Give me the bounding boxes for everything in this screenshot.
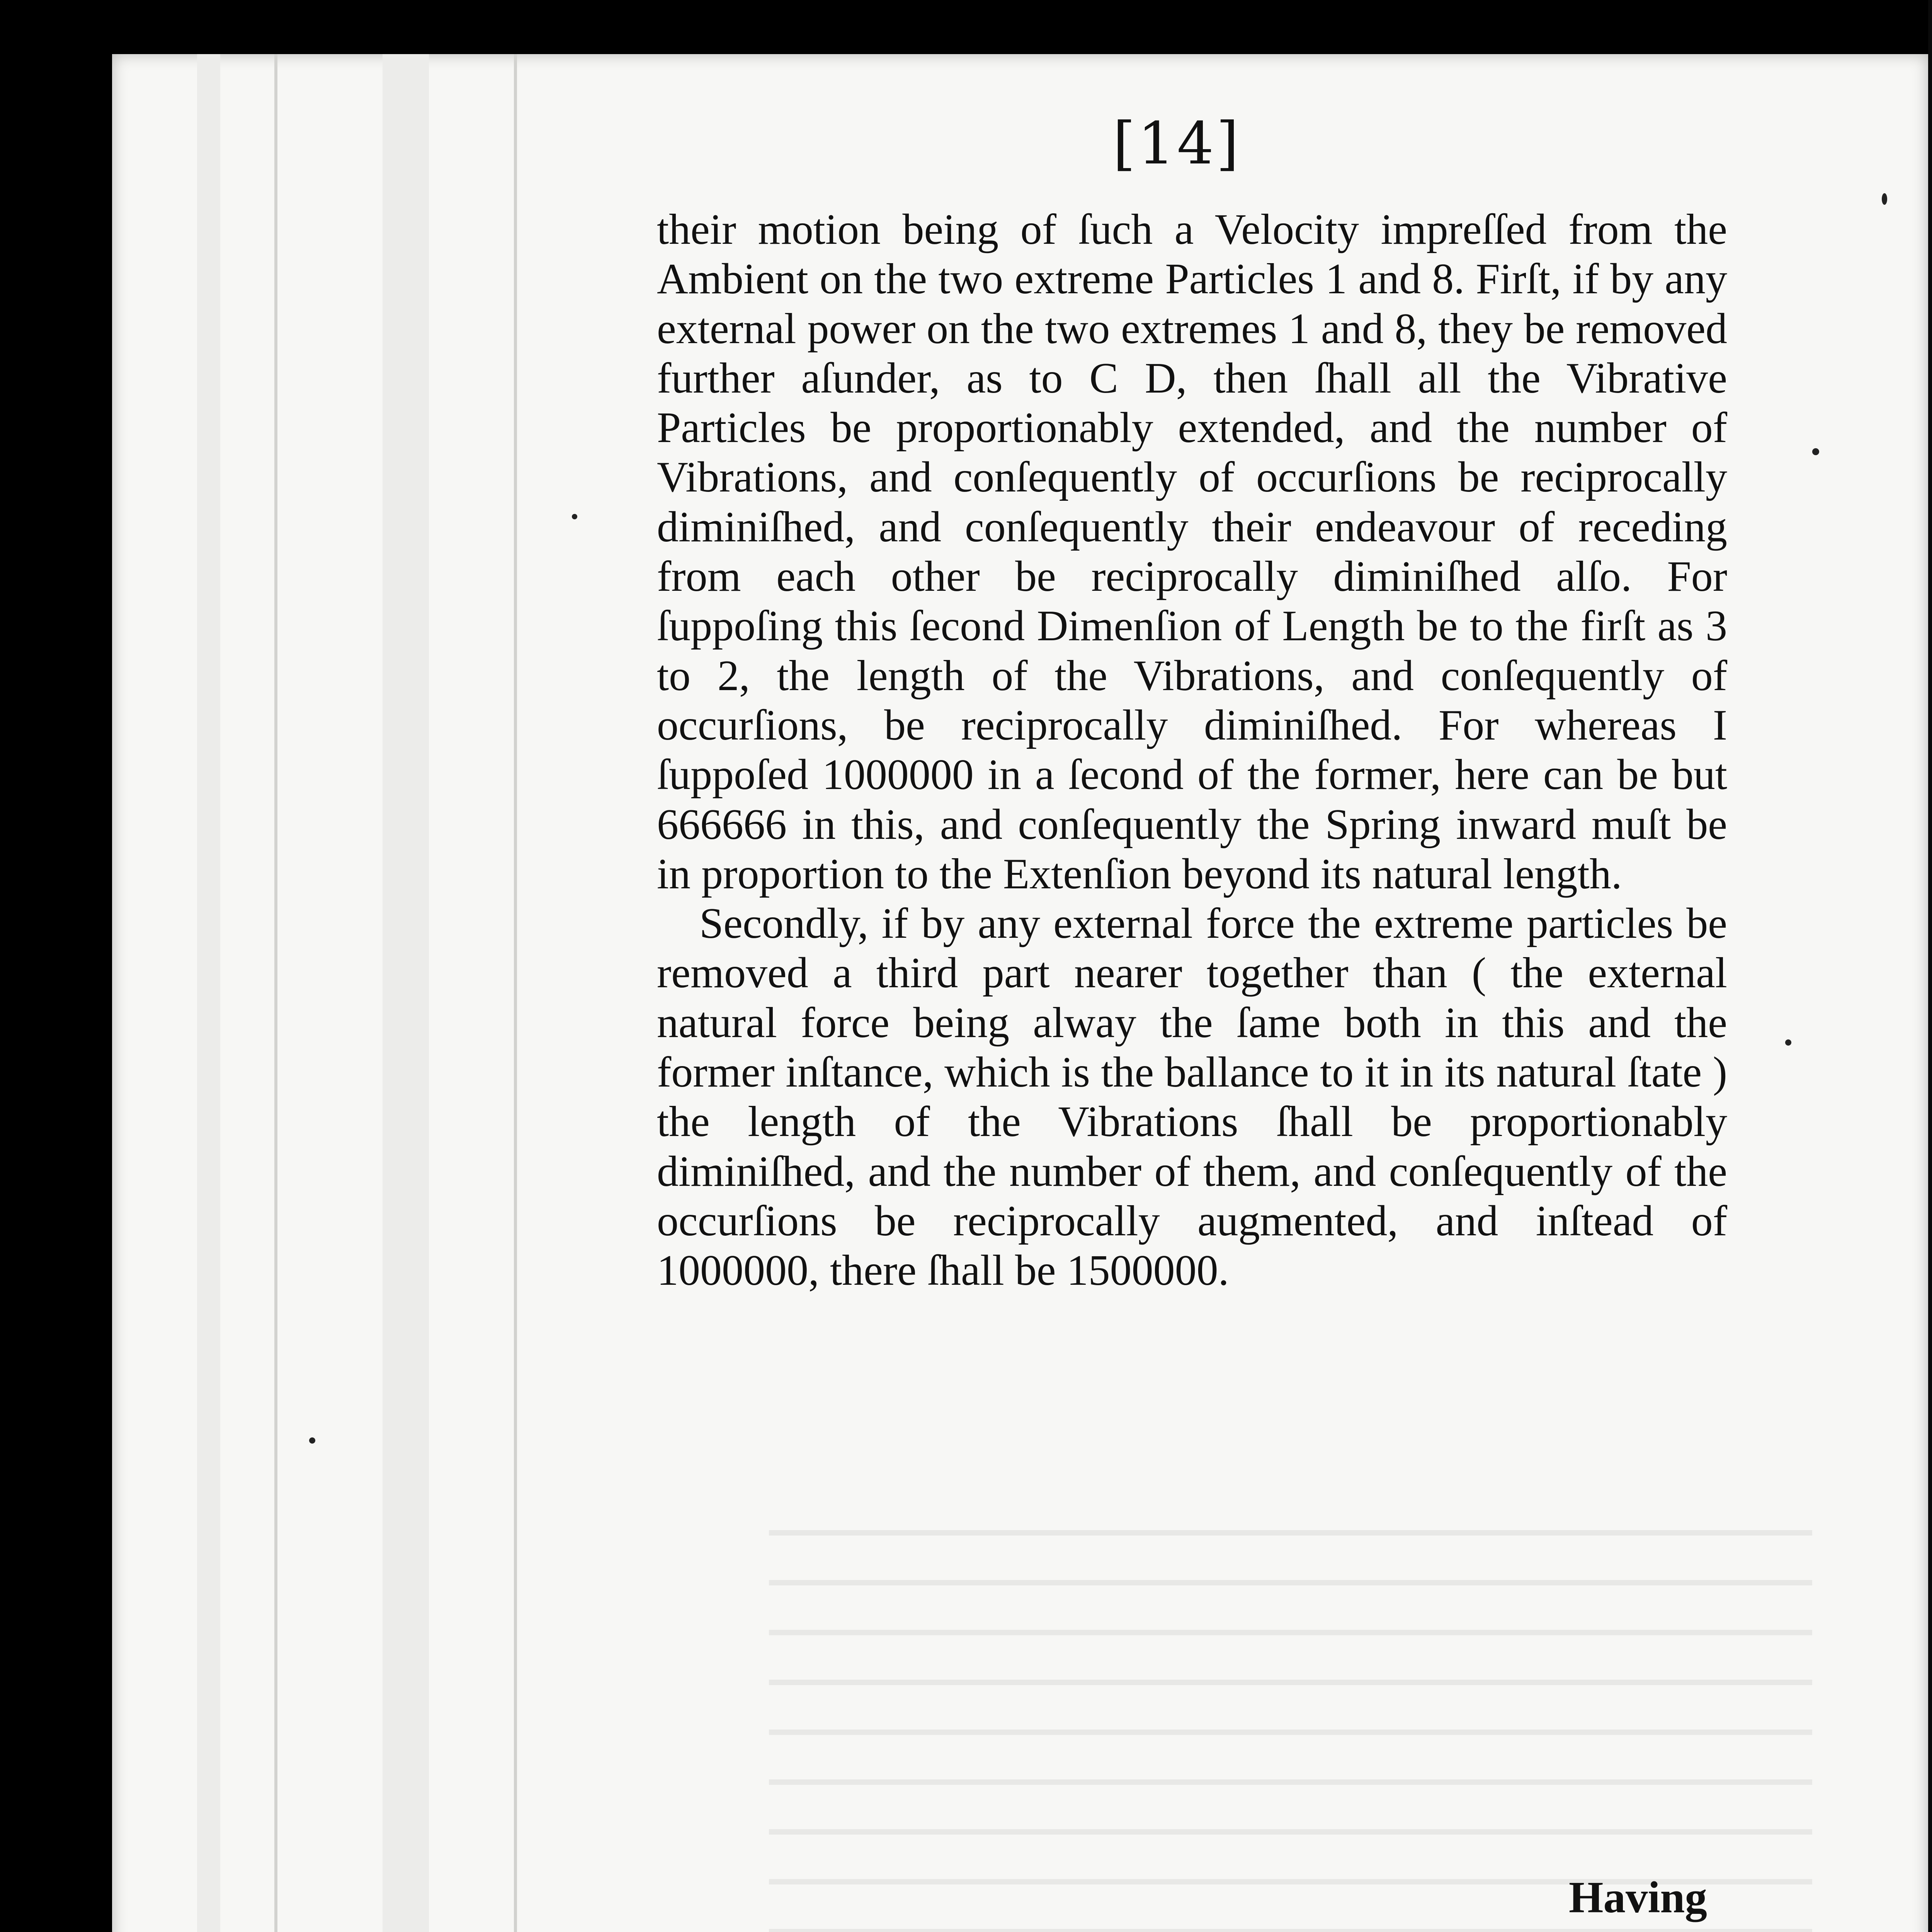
scan-speck [309,1437,315,1444]
gutter-shade [383,54,429,1932]
gutter-shade [197,54,220,1932]
gutter-line [274,54,277,1932]
catchword: Having [1569,1873,1707,1922]
gutter-line [514,54,517,1932]
scan-speck [1812,448,1819,455]
scan-speck [1785,1039,1791,1046]
paragraph: their motion being of ſuch a Velocity impreſſed from the Ambient on the two extreme Particles 1 and 8. Firſt, if by any external power on the two extremes 1 and 8, they be removed further aſunder, as to C D, then ſhall all the Vibrative Particles be proportionably extended, and the number of Vibrations, and conſequently of occurſions be reciprocally diminiſhed, and conſequently their endeavour of receding from each other be reciprocally diminiſhed alſo. For ſuppoſing this ſecond Dimenſion of Length be to the firſt as 3 to 2, the length of the Vibrations, and conſequently of occurſions, be reciprocally diminiſhed. For whereas I ſuppoſed 1000000 in a ſecond of the former, here can be but 666666 in this, and conſequently the Spring inward muſt be in proportion to the Extenſion beyond its natural length. [657,206,1727,898]
page-number: [14] [1113,110,1241,177]
scan-speck [572,514,577,519]
paragraph: Secondly, if by any external force the extreme particles be removed a third part nearer together than ( the external natural force being alway the ſame both in this and the former inſtance, which is the ballance to it in its natural ſtate ) the length of the Vibrations ſhall be proportionably diminiſhed, and the number of them, and conſequently of the occurſions be reciprocally augmented, and inſtead of 1000000, there ſhall be 1500000. [657,900,1727,1295]
scan-speck [1882,193,1887,205]
bleed-through-text [769,1530,1812,1932]
scan-right-edge [1928,0,1932,1932]
body-text [657,205,1727,1296]
